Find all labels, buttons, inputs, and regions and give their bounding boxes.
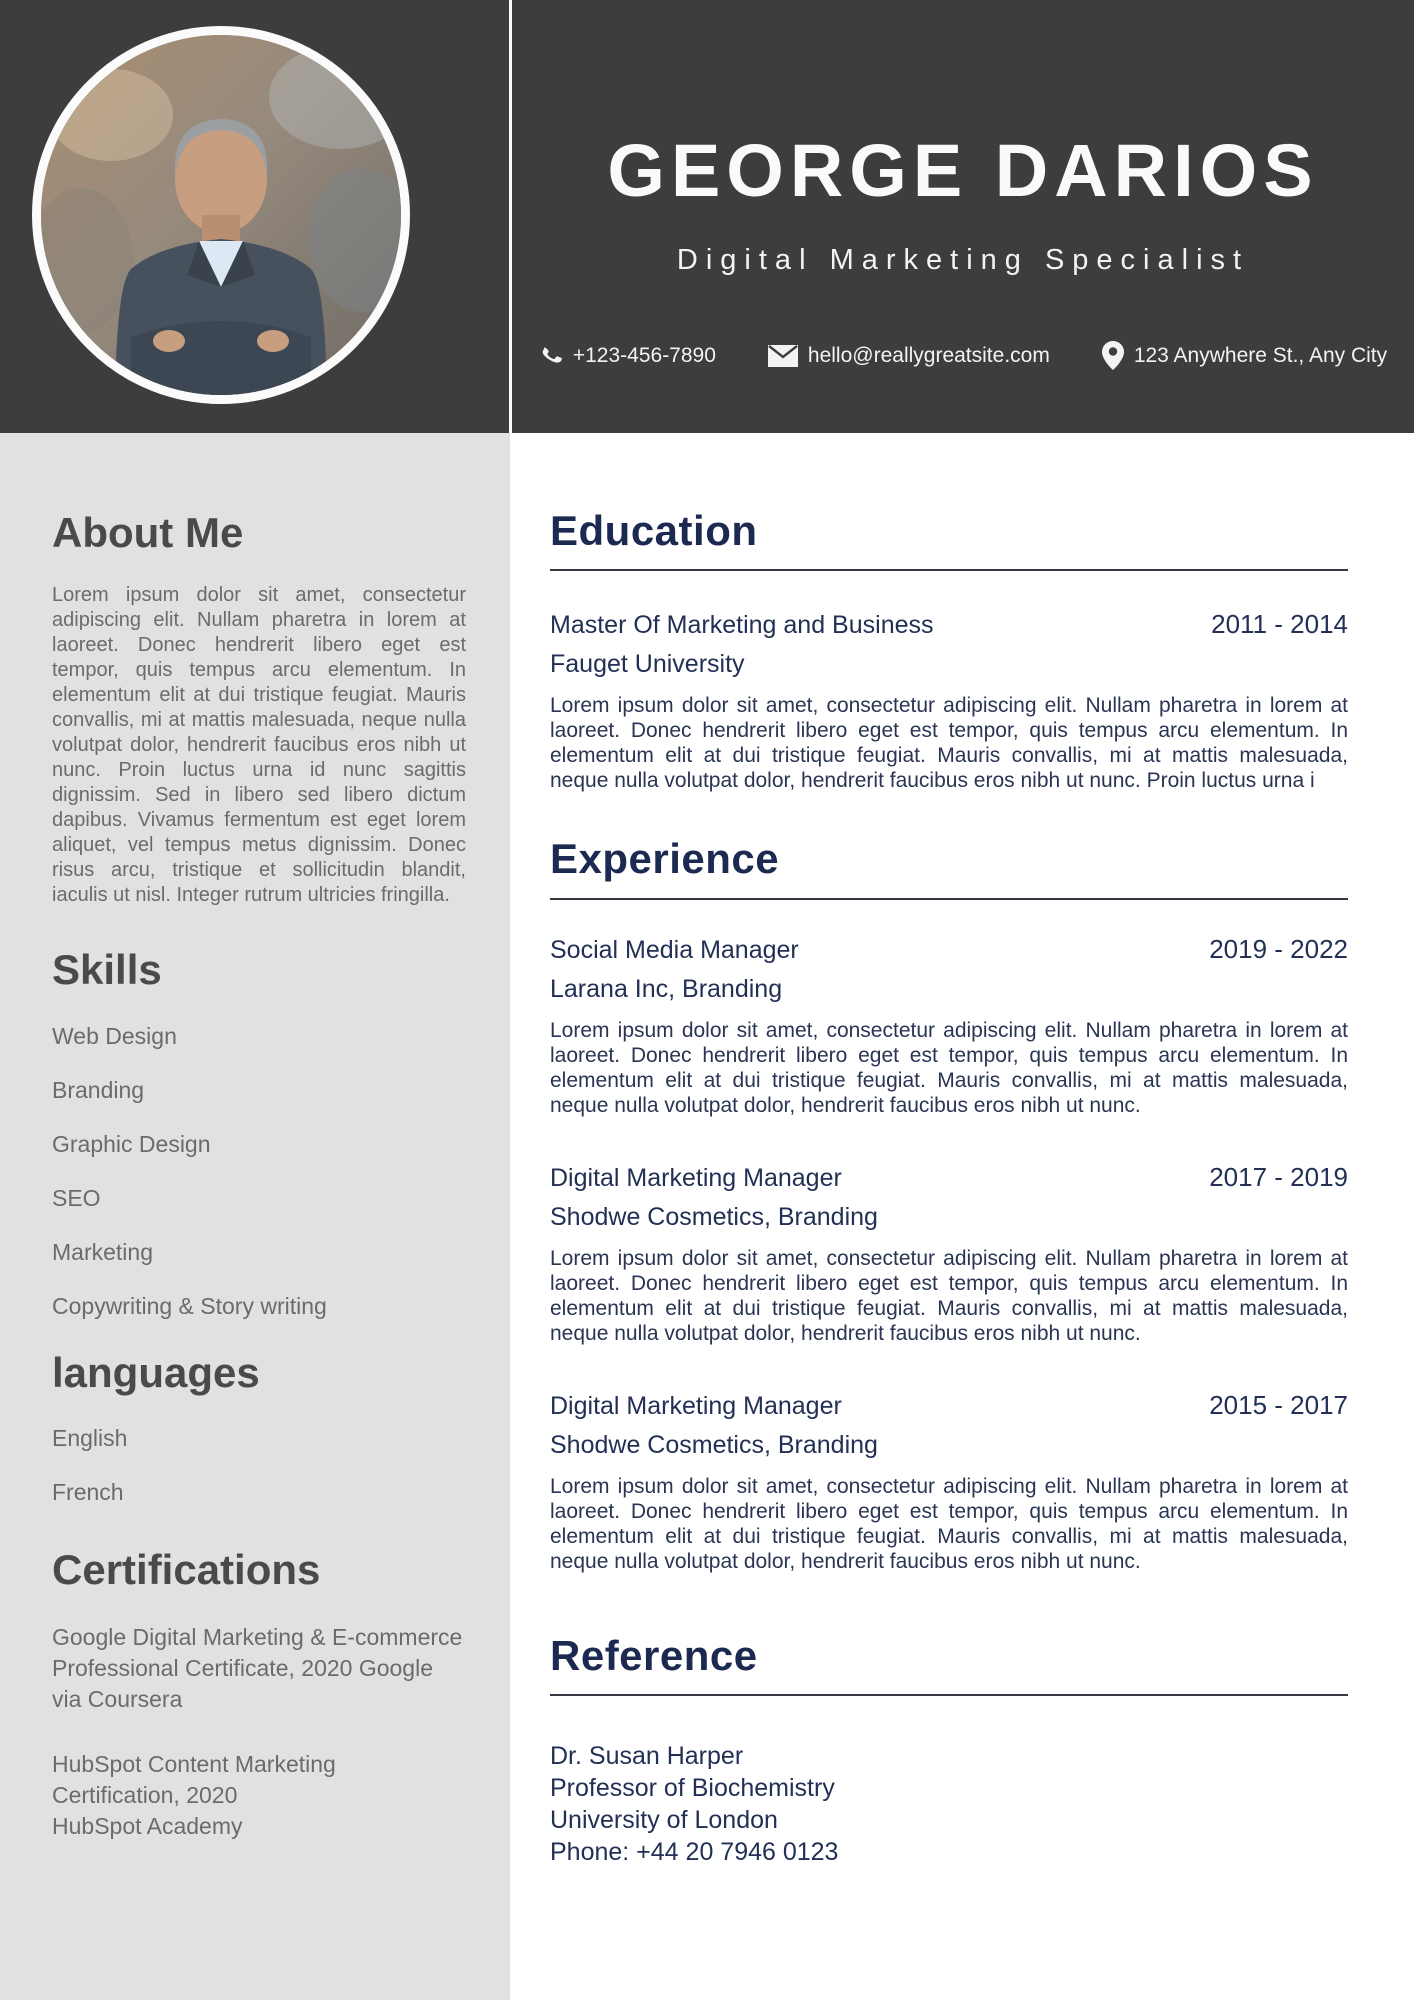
contact-email [768, 344, 1050, 368]
section-rule [550, 1694, 1348, 1696]
section-rule [550, 569, 1348, 571]
languages-section-title: languages [52, 1348, 260, 1396]
job-position: Digital Marketing Manager [550, 1163, 842, 1192]
certification-line: HubSpot Content Marketing Certification, 2020 [52, 1751, 336, 1809]
contact-phone [539, 344, 716, 368]
sidebar [0, 433, 510, 2000]
employer-name: Shodwe Cosmetics, Branding [550, 1202, 878, 1231]
profile-photo-illustration [41, 35, 401, 395]
employer-name: Larana Inc, Branding [550, 974, 783, 1003]
contact-row [539, 341, 1387, 370]
contact-address [1102, 341, 1387, 370]
certification-item [52, 1749, 466, 1842]
reference-phone: Phone: +44 20 7946 0123 [550, 1837, 839, 1866]
job-description: Lorem ipsum dolor sit amet, consectetur adipiscing elit. Nullam pharetra in lorem at laoreet. Donec hendrerit libero eget est tempor, quis tempus arcu elementum. In elementum elit at dui tristique feugiat. Mauris convallis, mi at mattis malesuada, neque nulla volutpat dolor, hendrerit faucibus eros nibh ut nunc. [550, 1474, 1348, 1573]
skills-list [52, 1022, 466, 1319]
experience-entry-head [550, 1161, 1348, 1192]
person-name: GEORGE DARIOS [607, 129, 1319, 212]
certifications-section-title: Certifications [52, 1545, 321, 1593]
experience-entry [550, 933, 1348, 1118]
job-dates: 2017 - 2019 [1209, 1161, 1348, 1192]
job-title: Digital Marketing Specialist [676, 244, 1250, 276]
map-pin-icon [1102, 341, 1124, 370]
skills-section-title: Skills [52, 946, 162, 994]
section-rule [550, 898, 1348, 900]
about-text: Lorem ipsum dolor sit amet, consectetur adipiscing elit. Nullam pharetra in lorem at laoreet. Donec hendrerit libero eget est tempor, quis tempus arcu elementum. In elementum elit at dui tristique feugiat. Mauris convallis, mi at mattis malesuada, neque nulla volutpat dolor, hendrerit faucibus eros nibh ut nunc. Proin luctus urna id nunc sagittis dignissim. Sed in libero sed libero dictum dapibus. Vivamus fermentum est eget lorem aliquet, vel tempus metus dignissim. Donec risus arcu, tristique et sollicitudin blandit, iaculis ut nisl. Integer rutrum ultricies fringilla. [52, 584, 466, 907]
reference-block [550, 1740, 1348, 1868]
skill-item: Branding [52, 1076, 145, 1103]
skill-item: Graphic Design [52, 1130, 211, 1157]
header-band [0, 0, 1414, 433]
job-dates: 2015 - 2017 [1209, 1389, 1348, 1420]
experience-entry [550, 1389, 1348, 1574]
reference-name: Dr. Susan Harper [550, 1741, 744, 1770]
language-item: French [52, 1478, 124, 1505]
main-column [512, 433, 1414, 2000]
phone-icon [539, 344, 563, 368]
education-section-title: Education [550, 507, 758, 554]
skill-item: Marketing [52, 1238, 153, 1265]
job-description: Lorem ipsum dolor sit amet, consectetur adipiscing elit. Nullam pharetra in lorem at laoreet. Donec hendrerit libero eget est tempor, quis tempus arcu elementum. In elementum elit at dui tristique feugiat. Mauris convallis, mi at mattis malesuada, neque nulla volutpat dolor, hendrerit faucibus eros nibh ut nunc. [550, 1246, 1348, 1345]
experience-entry-head [550, 1389, 1348, 1420]
degree-name: Master Of Marketing and Business [550, 611, 934, 640]
about-section-title: About Me [52, 509, 244, 556]
envelope-icon [768, 345, 798, 367]
job-description: Lorem ipsum dolor sit amet, consectetur adipiscing elit. Nullam pharetra in lorem at laoreet. Donec hendrerit libero eget est tempor, quis tempus arcu elementum. In elementum elit at dui tristique feugiat. Mauris convallis, mi at mattis malesuada, neque nulla volutpat dolor, hendrerit faucibus eros nibh ut nunc. [550, 1018, 1348, 1117]
reference-role: Professor of Biochemistry [550, 1773, 835, 1802]
job-dates: 2019 - 2022 [1209, 933, 1348, 964]
school-name: Fauget University [550, 650, 745, 679]
language-item: English [52, 1424, 128, 1451]
reference-organization: University of London [550, 1805, 778, 1834]
skill-item: Web Design [52, 1022, 177, 1049]
experience-section-title: Experience [550, 835, 780, 883]
languages-list [52, 1424, 466, 1505]
certification-item: Google Digital Marketing & E-commerce Professional Certificate, 2020 Google via Coursera [52, 1624, 463, 1713]
experience-entry [550, 1161, 1348, 1346]
education-entry [550, 611, 1348, 793]
experience-entry-head [550, 933, 1348, 964]
job-position: Digital Marketing Manager [550, 1391, 842, 1420]
education-entry-head [550, 611, 1348, 638]
skill-item: Copywriting & Story writing [52, 1292, 327, 1319]
header-text-zone [512, 0, 1414, 433]
contact-email-text: hello@reallygreatsite.com [807, 343, 1050, 367]
employer-name: Shodwe Cosmetics, Branding [550, 1430, 878, 1459]
skill-item: SEO [52, 1184, 101, 1211]
certification-line: HubSpot Academy [52, 1813, 243, 1840]
contact-address-text: 123 Anywhere St., Any City [1133, 343, 1388, 367]
profile-photo [32, 26, 410, 404]
education-dates: 2011 - 2014 [1211, 609, 1348, 640]
education-description: Lorem ipsum dolor sit amet, consectetur adipiscing elit. Nullam pharetra in lorem at laoreet. Donec hendrerit libero eget est tempor, quis tempus arcu elementum. In elementum elit at dui tristique feugiat. Mauris convallis, mi at mattis malesuada, neque nulla volutpat dolor, hendrerit faucibus eros nibh ut nunc. Proin luctus urna i [550, 694, 1348, 793]
contact-phone-text: +123-456-7890 [572, 343, 716, 367]
reference-section-title: Reference [550, 1631, 758, 1679]
job-position: Social Media Manager [550, 935, 799, 964]
